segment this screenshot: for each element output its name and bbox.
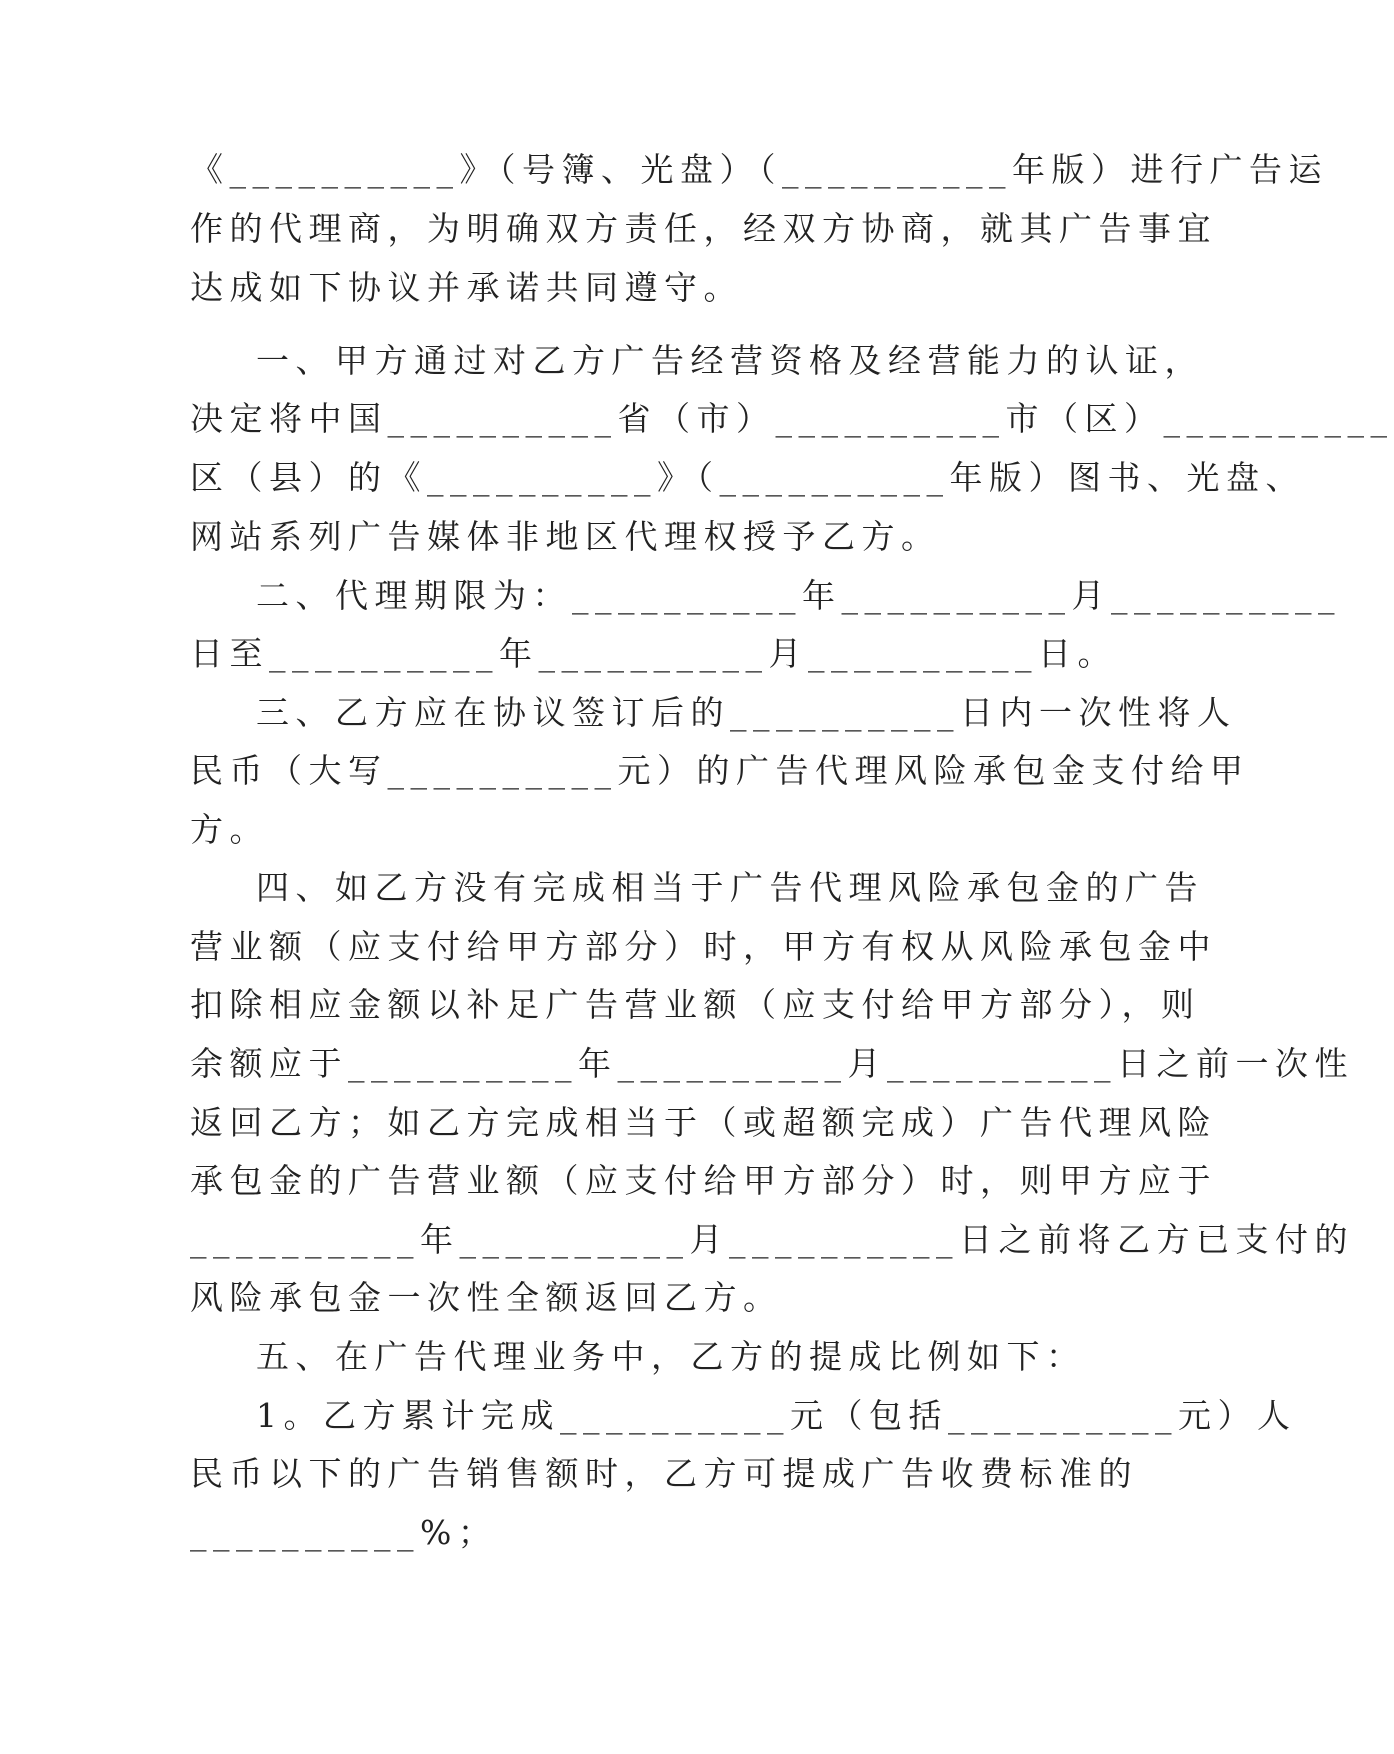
text-line: 二、代理期限为：__________年__________月__________ bbox=[256, 576, 1341, 615]
text-line: 一、甲方通过对乙方广告经营资格及经营能力的认证， bbox=[256, 341, 1204, 380]
text-line: 区（县）的《__________》（__________年版）图书、光盘、 bbox=[190, 458, 1305, 497]
text-line: __________%； bbox=[190, 1513, 498, 1552]
text-line: 日至__________年__________月__________日。 bbox=[190, 634, 1117, 673]
text-line: 扣除相应金额以补足广告营业额（应支付给甲方部分），则 bbox=[190, 985, 1201, 1024]
text-line: 民币（大写__________元）的广告代理风险承包金支付给甲 bbox=[190, 751, 1250, 790]
text-line: 五、在广告代理业务中，乙方的提成比例如下： bbox=[256, 1337, 1086, 1376]
text-line: 方。 bbox=[190, 810, 269, 849]
text-line: 风险承包金一次性全额返回乙方。 bbox=[190, 1278, 783, 1317]
text-line: 承包金的广告营业额（应支付给甲方部分）时，则甲方应于 bbox=[190, 1161, 1217, 1200]
text-line: 三、乙方应在协议签订后的__________日内一次性将人 bbox=[256, 693, 1237, 732]
text-line: 营业额（应支付给甲方部分）时，甲方有权从风险承包金中 bbox=[190, 927, 1217, 966]
text-line: 四、如乙方没有完成相当于广告代理风险承包金的广告 bbox=[256, 868, 1204, 907]
text-line: 作的代理商，为明确双方责任，经双方协商，就其广告事宜 bbox=[190, 209, 1217, 248]
text-line: 返回乙方；如乙方完成相当于（或超额完成）广告代理风险 bbox=[190, 1103, 1217, 1142]
text-line: 余额应于__________年__________月__________日之前一次性 bbox=[190, 1044, 1354, 1083]
text-line: 民币以下的广告销售额时，乙方可提成广告收费标准的 bbox=[190, 1454, 1138, 1493]
text-line: __________年__________月__________日之前将乙方已支付的 bbox=[190, 1220, 1354, 1259]
text-line: 《__________》（号簿、光盘）（__________年版）进行广告运 bbox=[190, 150, 1328, 189]
text-line: 1。乙方累计完成__________元（包括__________元）人 bbox=[256, 1396, 1297, 1435]
text-line: 达成如下协议并承诺共同遵守。 bbox=[190, 268, 743, 307]
text-line: 网站系列广告媒体非地区代理权授予乙方。 bbox=[190, 517, 941, 556]
text-line: 决定将中国__________省（市）__________市（区）__________ bbox=[190, 399, 1394, 438]
